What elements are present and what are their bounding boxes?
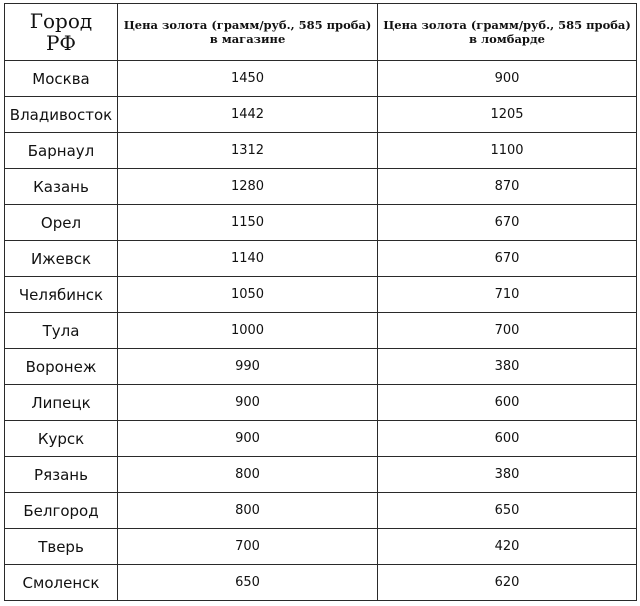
city-header-line2: РФ bbox=[45, 31, 77, 55]
pawn-price-cell: 900 bbox=[378, 61, 637, 97]
store-price-cell: 1312 bbox=[118, 133, 378, 169]
city-cell: Рязань bbox=[5, 457, 118, 493]
pawn-price-cell: 620 bbox=[378, 565, 637, 601]
pawn-price-cell: 670 bbox=[378, 241, 637, 277]
store-price-cell: 1450 bbox=[118, 61, 378, 97]
store-price-cell: 1150 bbox=[118, 205, 378, 241]
store-price-cell: 800 bbox=[118, 457, 378, 493]
pawn-price-column-header bbox=[378, 4, 637, 61]
pawn-price-cell: 1100 bbox=[378, 133, 637, 169]
city-cell: Тверь bbox=[5, 529, 118, 565]
table-row bbox=[5, 133, 637, 169]
pawn-price-cell: 670 bbox=[378, 205, 637, 241]
pawn-header-line2: в ломбарде bbox=[469, 32, 545, 46]
city-cell: Москва bbox=[5, 61, 118, 97]
table-row bbox=[5, 97, 637, 133]
store-price-cell: 900 bbox=[118, 421, 378, 457]
store-price-cell: 1140 bbox=[118, 241, 378, 277]
city-cell: Орел bbox=[5, 205, 118, 241]
table-row bbox=[5, 529, 637, 565]
city-cell: Владивосток bbox=[5, 97, 118, 133]
table-row bbox=[5, 457, 637, 493]
store-price-cell: 1442 bbox=[118, 97, 378, 133]
city-cell: Липецк bbox=[5, 385, 118, 421]
store-price-cell: 700 bbox=[118, 529, 378, 565]
table-row bbox=[5, 421, 637, 457]
city-cell: Казань bbox=[5, 169, 118, 205]
pawn-price-cell: 380 bbox=[378, 349, 637, 385]
table-row bbox=[5, 205, 637, 241]
store-price-cell: 900 bbox=[118, 385, 378, 421]
city-column-header bbox=[5, 4, 118, 61]
city-cell: Курск bbox=[5, 421, 118, 457]
gold-price-table bbox=[4, 3, 637, 601]
table-row bbox=[5, 313, 637, 349]
store-price-cell: 1280 bbox=[118, 169, 378, 205]
store-price-cell: 990 bbox=[118, 349, 378, 385]
pawn-price-cell: 870 bbox=[378, 169, 637, 205]
store-price-cell: 1050 bbox=[118, 277, 378, 313]
city-cell: Воронеж bbox=[5, 349, 118, 385]
pawn-price-cell: 650 bbox=[378, 493, 637, 529]
table-row bbox=[5, 349, 637, 385]
table-row bbox=[5, 385, 637, 421]
pawn-header-line1: Цена золота (грамм/руб., 585 проба) bbox=[383, 18, 631, 32]
store-price-column-header bbox=[118, 4, 378, 61]
pawn-price-cell: 710 bbox=[378, 277, 637, 313]
city-cell: Челябинск bbox=[5, 277, 118, 313]
table-row bbox=[5, 277, 637, 313]
city-cell: Ижевск bbox=[5, 241, 118, 277]
pawn-price-cell: 700 bbox=[378, 313, 637, 349]
header-row bbox=[5, 4, 637, 61]
city-header-line1: Город bbox=[29, 9, 93, 33]
table-row bbox=[5, 565, 637, 601]
store-price-cell: 650 bbox=[118, 565, 378, 601]
pawn-price-cell: 600 bbox=[378, 421, 637, 457]
store-price-cell: 800 bbox=[118, 493, 378, 529]
city-cell: Тула bbox=[5, 313, 118, 349]
pawn-price-cell: 380 bbox=[378, 457, 637, 493]
table-row bbox=[5, 241, 637, 277]
city-cell: Смоленск bbox=[5, 565, 118, 601]
table-row bbox=[5, 493, 637, 529]
table-row bbox=[5, 169, 637, 205]
city-cell: Барнаул bbox=[5, 133, 118, 169]
pawn-price-cell: 420 bbox=[378, 529, 637, 565]
city-cell: Белгород bbox=[5, 493, 118, 529]
store-header-line2: в магазине bbox=[209, 32, 286, 46]
store-header-line1: Цена золота (грамм/руб., 585 проба) bbox=[123, 18, 372, 32]
pawn-price-cell: 600 bbox=[378, 385, 637, 421]
store-price-cell: 1000 bbox=[118, 313, 378, 349]
pawn-price-cell: 1205 bbox=[378, 97, 637, 133]
table-row bbox=[5, 61, 637, 97]
